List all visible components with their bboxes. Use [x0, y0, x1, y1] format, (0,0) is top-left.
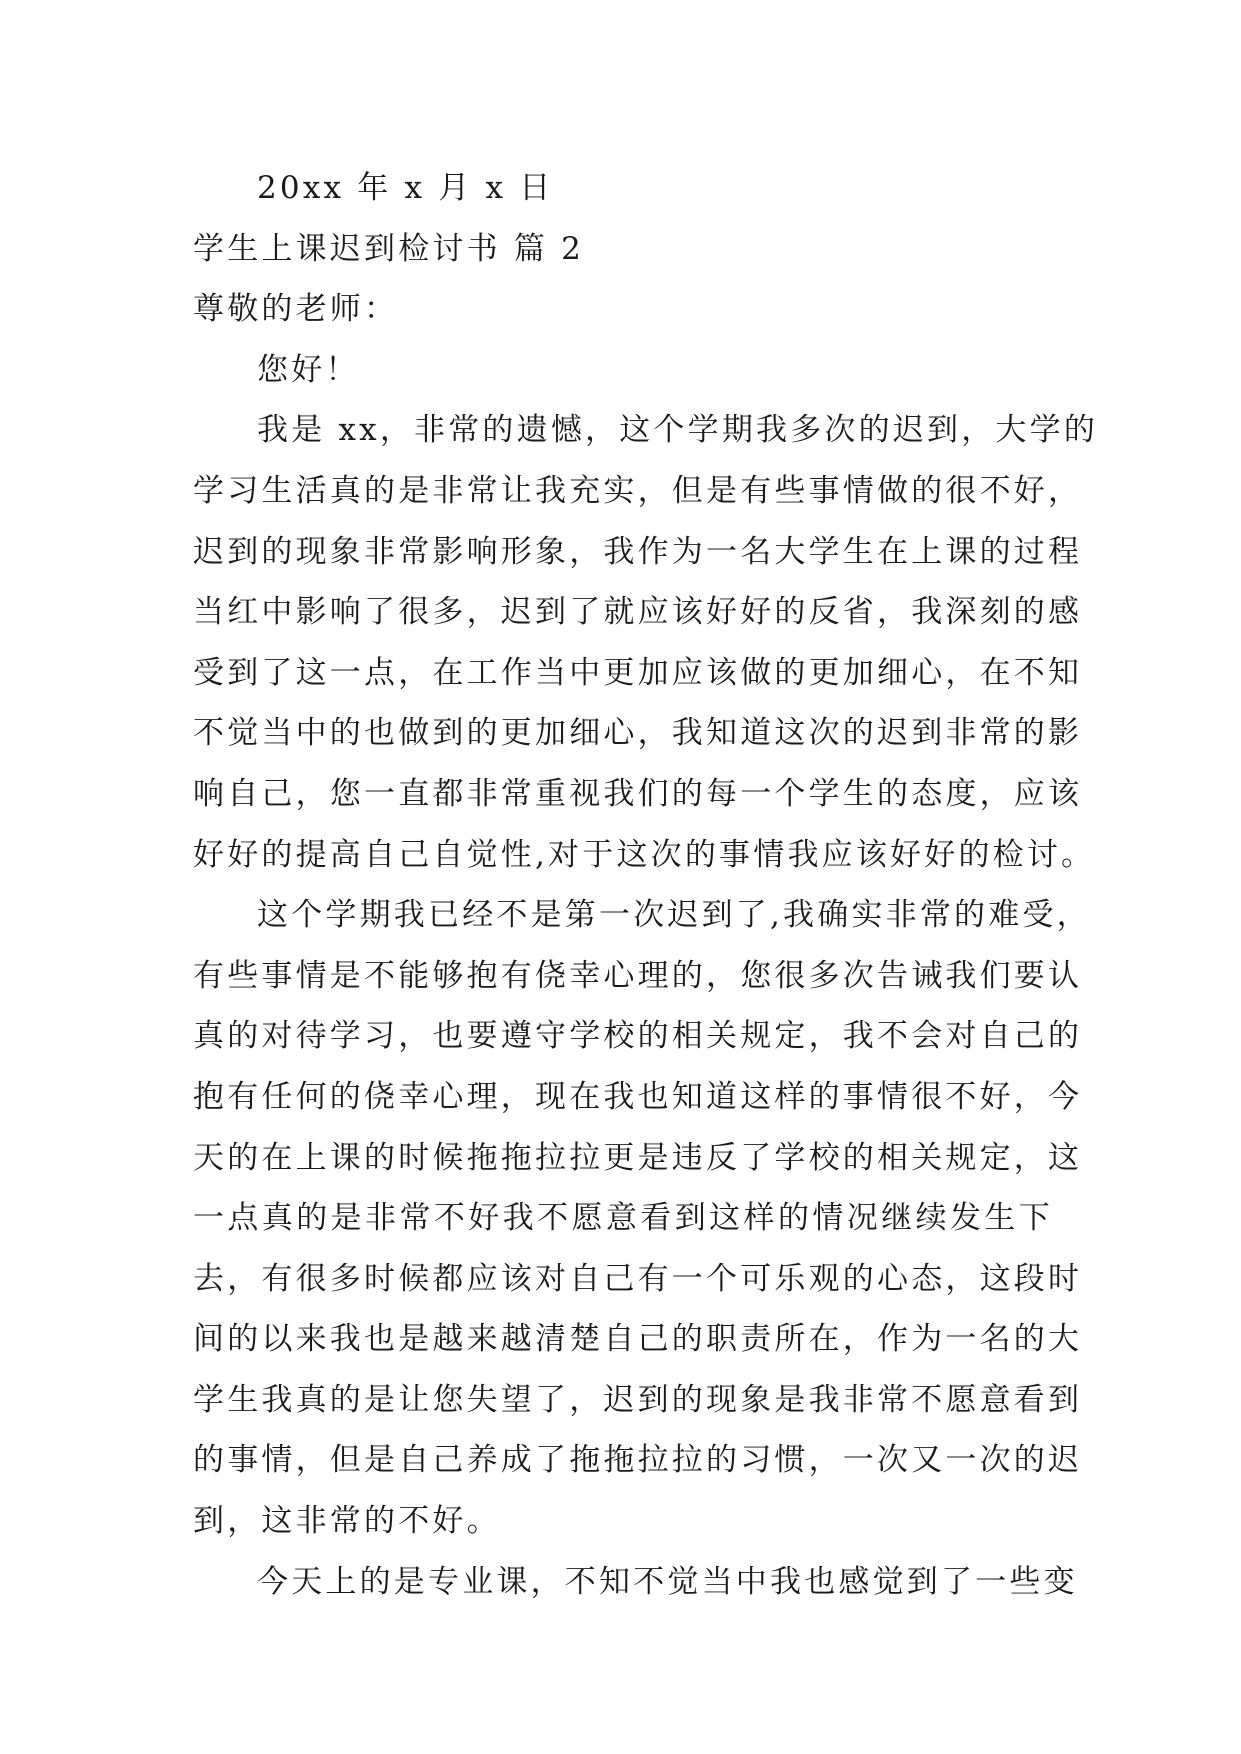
paragraph-3 — [193, 1552, 1078, 1613]
paragraph-line: 抱有任何的侥幸心理，现在我也知道这样的事情很不好，今 — [193, 1078, 1083, 1115]
document-heading: 学生上课迟到检讨书 篇 2 — [193, 230, 585, 267]
salutation: 尊敬的老师： — [193, 291, 399, 328]
paragraph-line: 到，这非常的不好。 — [193, 1503, 501, 1540]
paragraph-line: 有些事情是不能够抱有侥幸心理的，您很多次告诫我们要认 — [193, 957, 1083, 994]
paragraph-line: 学生我真的是让您失望了，迟到的现象是我非常不愿意看到 — [193, 1381, 1083, 1418]
paragraph-line: 真的对待学习，也要遵守学校的相关规定，我不会对自己的 — [193, 1018, 1083, 1055]
paragraph-line: 受到了这一点，在工作当中更加应该做的更加细心，在不知 — [193, 654, 1083, 691]
paragraph-line: 我是 xx，非常的遗憾，这个学期我多次的迟到，大学的 — [257, 412, 1099, 449]
paragraph-line: 去，有很多时候都应该对自己有一个可乐观的心态，这段时 — [193, 1260, 1083, 1297]
paragraph-line: 今天上的是专业课，不知不觉当中我也感觉到了一些变 — [257, 1563, 1078, 1600]
paragraph-1 — [193, 400, 1099, 885]
paragraph-line: 这个学期我已经不是第一次迟到了,我确实非常的难受， — [257, 897, 1091, 934]
paragraph-line: 间的以来我也是越来越清楚自己的职责所在，作为一名的大 — [193, 1321, 1083, 1358]
paragraph-line: 天的在上课的时候拖拖拉拉更是违反了学校的相关规定，这 — [193, 1139, 1083, 1176]
paragraph-line: 不觉当中的也做到的更加细心，我知道这次的迟到非常的影 — [193, 715, 1083, 752]
paragraph-2 — [193, 885, 1091, 1552]
paragraph-line: 的事情，但是自己养成了拖拖拉拉的习惯，一次又一次的迟 — [193, 1442, 1083, 1479]
paragraph-line: 当红中影响了很多，迟到了就应该好好的反省，我深刻的感 — [193, 594, 1083, 631]
greeting: 您好！ — [257, 351, 360, 388]
paragraph-line: 迟到的现象非常影响形象，我作为一名大学生在上课的过程 — [193, 533, 1083, 570]
document-body — [193, 158, 1099, 1612]
paragraph-line: 响自己，您一直都非常重视我们的每一个学生的态度，应该 — [193, 775, 1083, 812]
paragraph-line: 一点真的是非常不好我不愿意看到这样的情况继续发生下 — [193, 1200, 1053, 1237]
paragraph-line: 学习生活真的是非常让我充实，但是有些事情做的很不好， — [193, 472, 1083, 509]
date-line: 20xx 年 x 月 x 日 — [257, 170, 554, 206]
paragraph-line: 好好的提高自己自觉性,对于这次的事情我应该好好的检讨。 — [193, 836, 1096, 873]
